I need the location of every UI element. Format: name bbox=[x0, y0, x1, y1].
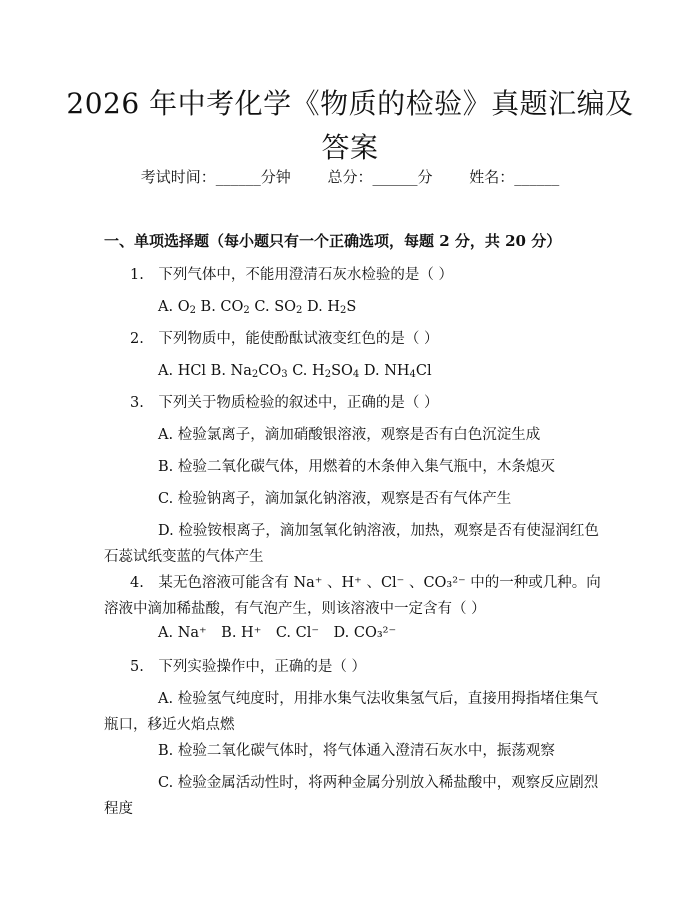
total-score-field: 总分：______分 bbox=[327, 168, 433, 186]
question-3-option-d: D. 检验铵根离子，滴加氢氧化钠溶液，加热，观察是否有使湿润红色石蕊试纸变蓝的气体产生 bbox=[104, 523, 599, 565]
question-3-option-b: B. 检验二氧化碳气体，用燃着的木条伸入集气瓶中，木条熄灭 bbox=[158, 459, 555, 475]
name-field: 姓名：______ bbox=[469, 168, 560, 186]
question-1-options: A. $O_2$ B. $CO_2$ C. $SO_2$ D. $H_2S$ bbox=[158, 299, 357, 316]
question-4-stem: 4. 某无色溶液可能含有 Na⁺ 、H⁺ 、Cl⁻ 、CO₃²⁻ 中的一种或几种。向溶液中滴加稀盐酸，有气泡产生，则该溶液中一定含有（ ） bbox=[104, 575, 601, 617]
document-title: 2026 年中考化学《物质的检验》真题汇编及答案 bbox=[66, 87, 634, 164]
exam-info bbox=[0, 166, 700, 187]
question-2-options: A. HCl B. $Na_2CO_3$ C. $H_2SO_4$ D. $NH_4Cl$ bbox=[158, 363, 432, 380]
question-5-option-a: A. 检验氢气纯度时，用排水集气法收集氢气后，直接用拇指堵住集气瓶口，移近火焰点燃 bbox=[104, 691, 599, 733]
section-heading: 一、单项选择题（每小题只有一个正确选项，每题 2 分，共 20 分） bbox=[104, 232, 562, 250]
exam-time-field: 考试时间：______分钟 bbox=[140, 168, 291, 186]
question-5-option-b: B. 检验二氧化碳气体时，将气体通入澄清石灰水中，振荡观察 bbox=[158, 743, 555, 759]
question-5-stem: 5. 下列实验操作中，正确的是（ ） bbox=[130, 659, 366, 675]
question-4-options: A. Na⁺ B. H⁺ C. Cl⁻ D. CO₃²⁻ bbox=[158, 625, 397, 641]
question-1-stem: 1. 下列气体中，不能用澄清石灰水检验的是（ ） bbox=[130, 267, 453, 283]
question-3-option-a: A. 检验氯离子，滴加硝酸银溶液，观察是否有白色沉淀生成 bbox=[158, 427, 541, 443]
question-3-stem: 3. 下列关于物质检验的叙述中，正确的是（ ） bbox=[130, 395, 439, 411]
question-5-option-c: C. 检验金属活动性时，将两种金属分别放入稀盐酸中，观察反应剧烈程度 bbox=[104, 775, 599, 817]
question-3-option-c: C. 检验钠离子，滴加氯化钠溶液，观察是否有气体产生 bbox=[158, 491, 512, 507]
question-2-stem: 2. 下列物质中，能使酚酞试液变红色的是（ ） bbox=[130, 331, 439, 347]
